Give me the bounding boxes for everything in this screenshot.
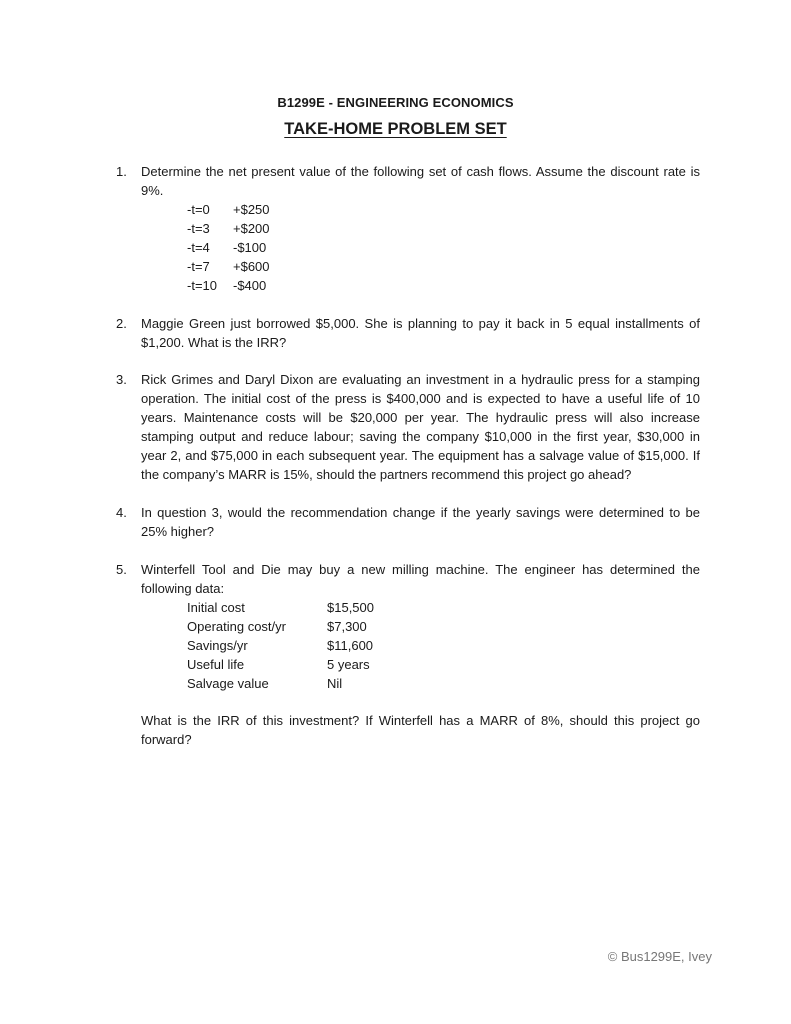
data-row (187, 655, 374, 674)
cash-flow-row (187, 257, 270, 276)
data-row (187, 674, 374, 693)
problem-3 (116, 370, 700, 484)
cash-flow-table (187, 200, 270, 295)
course-code-heading: B1299E - ENGINEERING ECONOMICS (277, 95, 514, 110)
problem-list (116, 162, 700, 749)
data-label: Savings/yr (187, 638, 248, 653)
problem-text: Maggie Green just borrowed $5,000. She is planning to pay it back in 5 equal installments of $1,200. What is the IRR? (141, 316, 700, 350)
data-row (187, 598, 374, 617)
data-value: Nil (327, 676, 343, 691)
problem-2 (116, 314, 700, 352)
problem-text: In question 3, would the recommendation change if the yearly savings were determined to be 25% higher? (141, 505, 700, 539)
cash-flow-time: -t=7 (187, 259, 210, 274)
cash-flow-time: -t=4 (187, 240, 210, 255)
problem-number: 1. (116, 164, 127, 179)
problem-number: 4. (116, 505, 127, 520)
cash-flow-row (187, 238, 270, 257)
data-value: $7,300 (327, 619, 367, 634)
cash-flow-amount: +$200 (233, 221, 270, 236)
data-label: Operating cost/yr (187, 619, 286, 634)
data-row (187, 636, 374, 655)
problem-number: 2. (116, 316, 127, 331)
cash-flow-amount: -$100 (233, 240, 267, 255)
cash-flow-row (187, 200, 270, 219)
data-value: $15,500 (327, 600, 374, 615)
cash-flow-amount: +$600 (233, 259, 270, 274)
copyright-footer: © Bus1299E, Ivey (607, 949, 712, 964)
problem-text: Rick Grimes and Daryl Dixon are evaluating an investment in a hydraulic press for a stamping operation. The initial cost of the press is $400,000 and is expected to have a useful life of 10 years. Maintenance costs will be $20,000 per year. The hydraulic press will also increase stamping output and reduce labour; saving the company $10,000 in the first year, $30,000 in year 2, and $75,000 in each subsequent year. The equipment has a salvage value of $15,000. If the company’s MARR is 15%, should the partners recommend this project go ahead? (141, 372, 700, 482)
cash-flow-amount: +$250 (233, 202, 270, 217)
problem-text: Winterfell Tool and Die may buy a new milling machine. The engineer has determined the following data: (141, 562, 700, 596)
problem-4 (116, 503, 700, 541)
page-title: TAKE-HOME PROBLEM SET (284, 120, 507, 138)
data-label: Initial cost (187, 600, 245, 615)
data-label: Useful life (187, 657, 245, 672)
problem-1 (116, 162, 700, 295)
problem-5 (116, 560, 700, 749)
cash-flow-time: -t=10 (187, 278, 217, 293)
data-value: $11,600 (327, 638, 374, 653)
machine-data-table (187, 598, 374, 693)
data-row (187, 617, 374, 636)
cash-flow-time: -t=3 (187, 221, 210, 236)
problem-number: 5. (116, 562, 127, 577)
problem-text: Determine the net present value of the following set of cash flows. Assume the discount rate is 9%. (141, 164, 700, 198)
data-value: 5 years (327, 657, 370, 672)
cash-flow-amount: -$400 (233, 278, 267, 293)
data-label: Salvage value (187, 676, 269, 691)
cash-flow-time: -t=0 (187, 202, 210, 217)
problem-followup-text: What is the IRR of this investment? If Winterfell has a MARR of 8%, should this project go forward? (141, 713, 700, 747)
cash-flow-row (187, 276, 270, 295)
cash-flow-row (187, 219, 270, 238)
problem-number: 3. (116, 372, 127, 387)
